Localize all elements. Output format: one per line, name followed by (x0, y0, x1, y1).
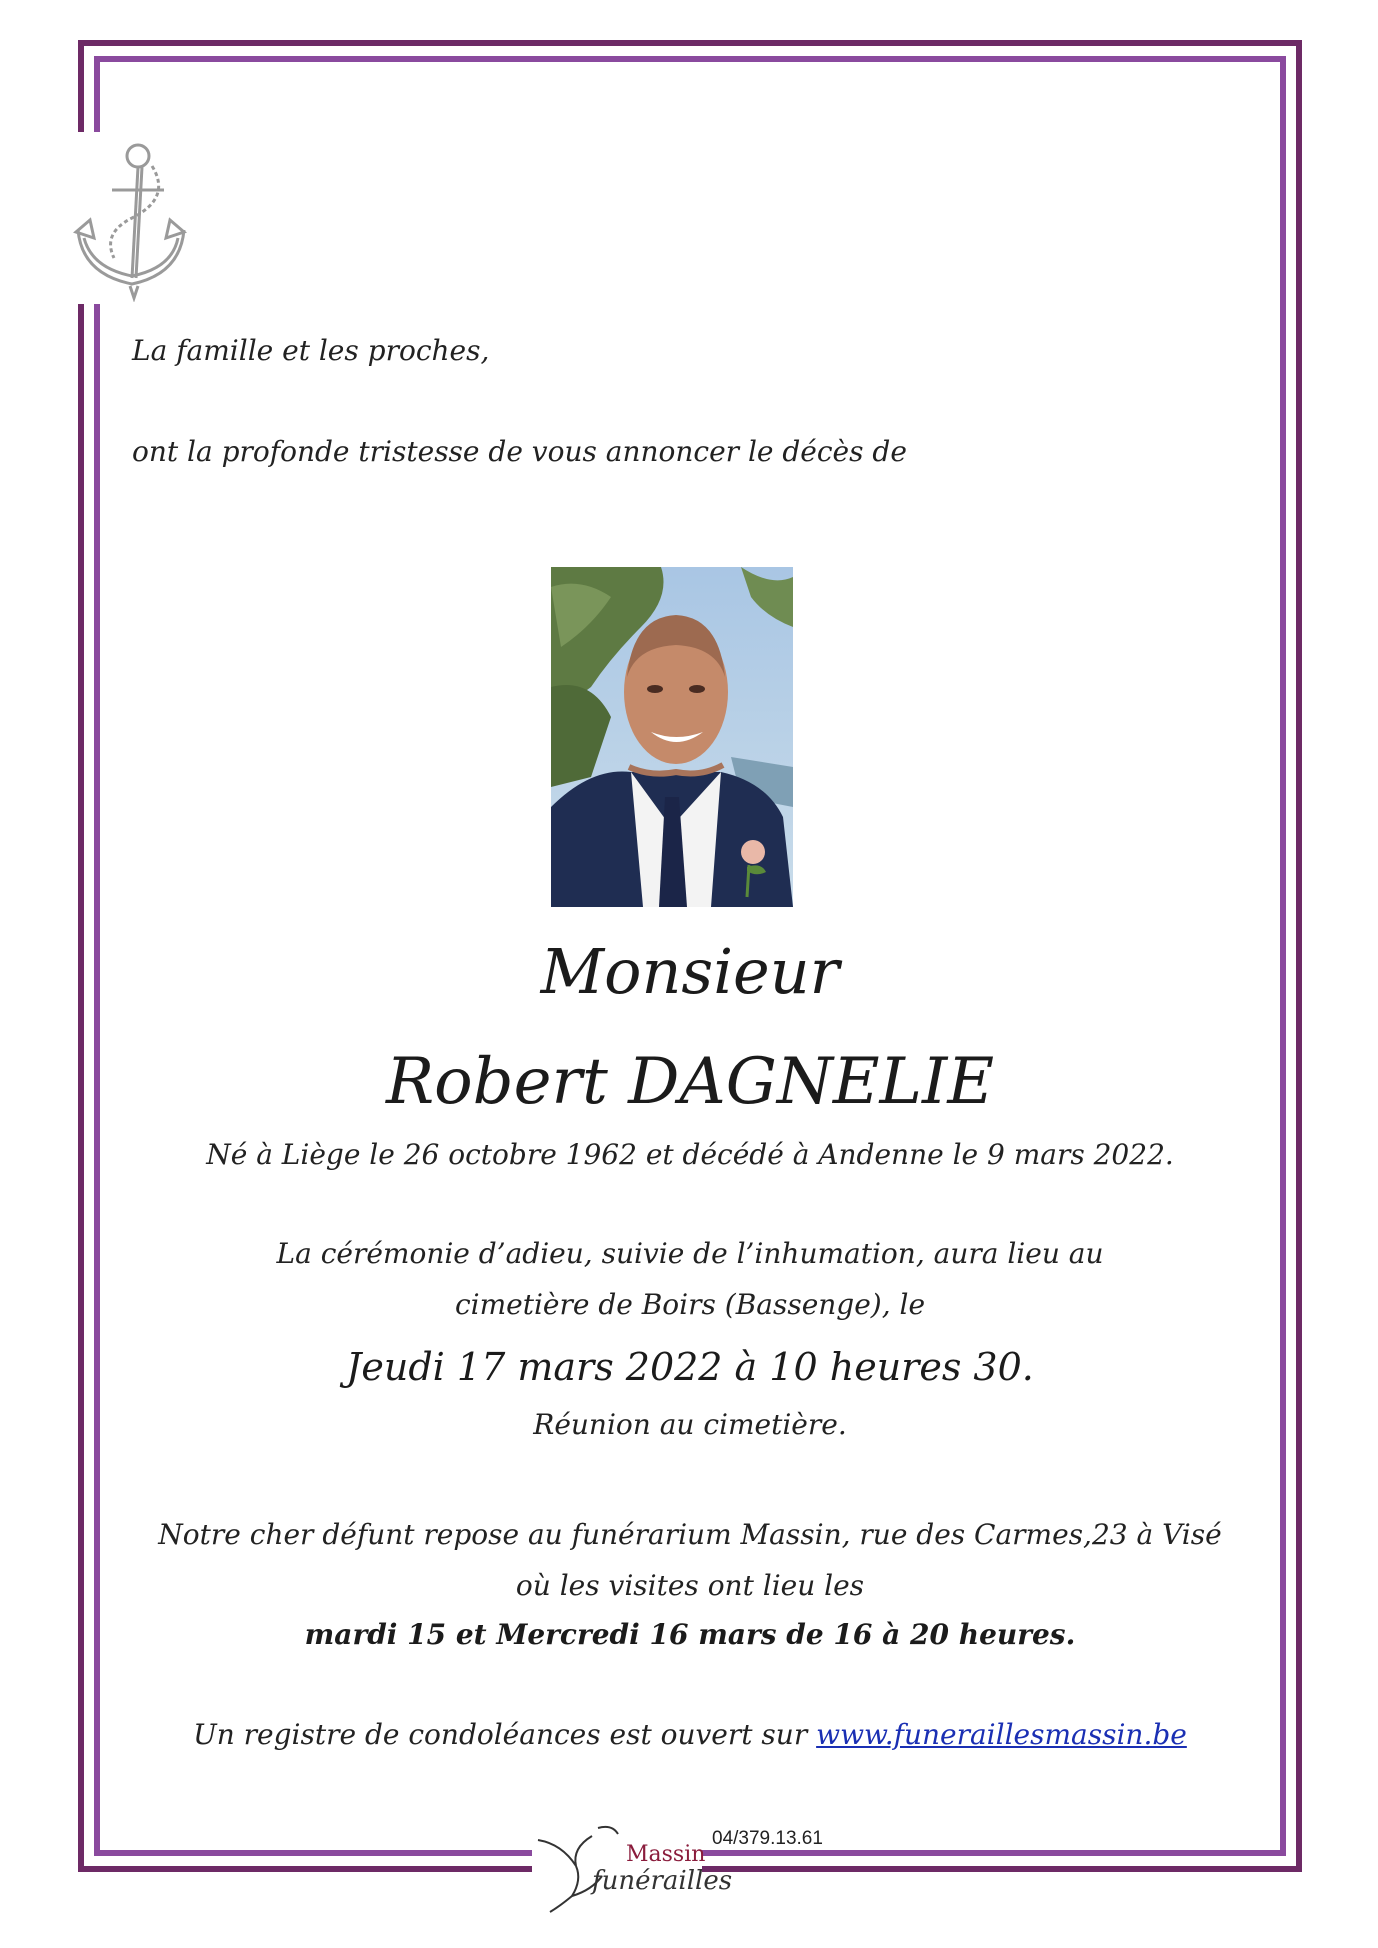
meeting-note: Réunion au cimetière. (533, 1408, 847, 1441)
deceased-name: Robert DAGNELIE (385, 1045, 995, 1119)
ceremony-line-1: La cérémonie d’adieu, suivie de l’inhumation, aura lieu au (276, 1237, 1104, 1270)
phone-number: 04/379.13.61 (712, 1828, 823, 1849)
visits-schedule: mardi 15 et Mercredi 16 mars de 16 à 20 heures. (304, 1618, 1076, 1651)
intro-line: La famille et les proches, (132, 334, 490, 367)
logo-name: Massin (626, 1842, 706, 1867)
anchor-icon (72, 138, 188, 302)
logo-subtitle: funérailles (592, 1866, 733, 1896)
registry-text: Un registre de condoléances est ouvert sur (193, 1718, 808, 1751)
portrait-photo (551, 567, 793, 907)
rest-location: Notre cher défunt repose au funérarium Massin, rue des Carmes,23 à Visé (158, 1518, 1222, 1551)
registry-line (94, 1718, 1286, 1751)
ceremony-line-2: cimetière de Boirs (Bassenge), le (454, 1288, 926, 1321)
registry-link[interactable]: www.funeraillesmassin.be (816, 1718, 1187, 1751)
announcement-line: ont la profonde tristesse de vous annoncer le décès de (132, 435, 907, 468)
visits-intro: où les visites ont lieu les (515, 1569, 865, 1602)
life-dates: Né à Liège le 26 octobre 1962 et décédé à Andenne le 9 mars 2022. (206, 1138, 1174, 1171)
ceremony-date: Jeudi 17 mars 2022 à 10 heures 30. (346, 1345, 1034, 1389)
honorific: Monsieur (540, 935, 840, 1008)
